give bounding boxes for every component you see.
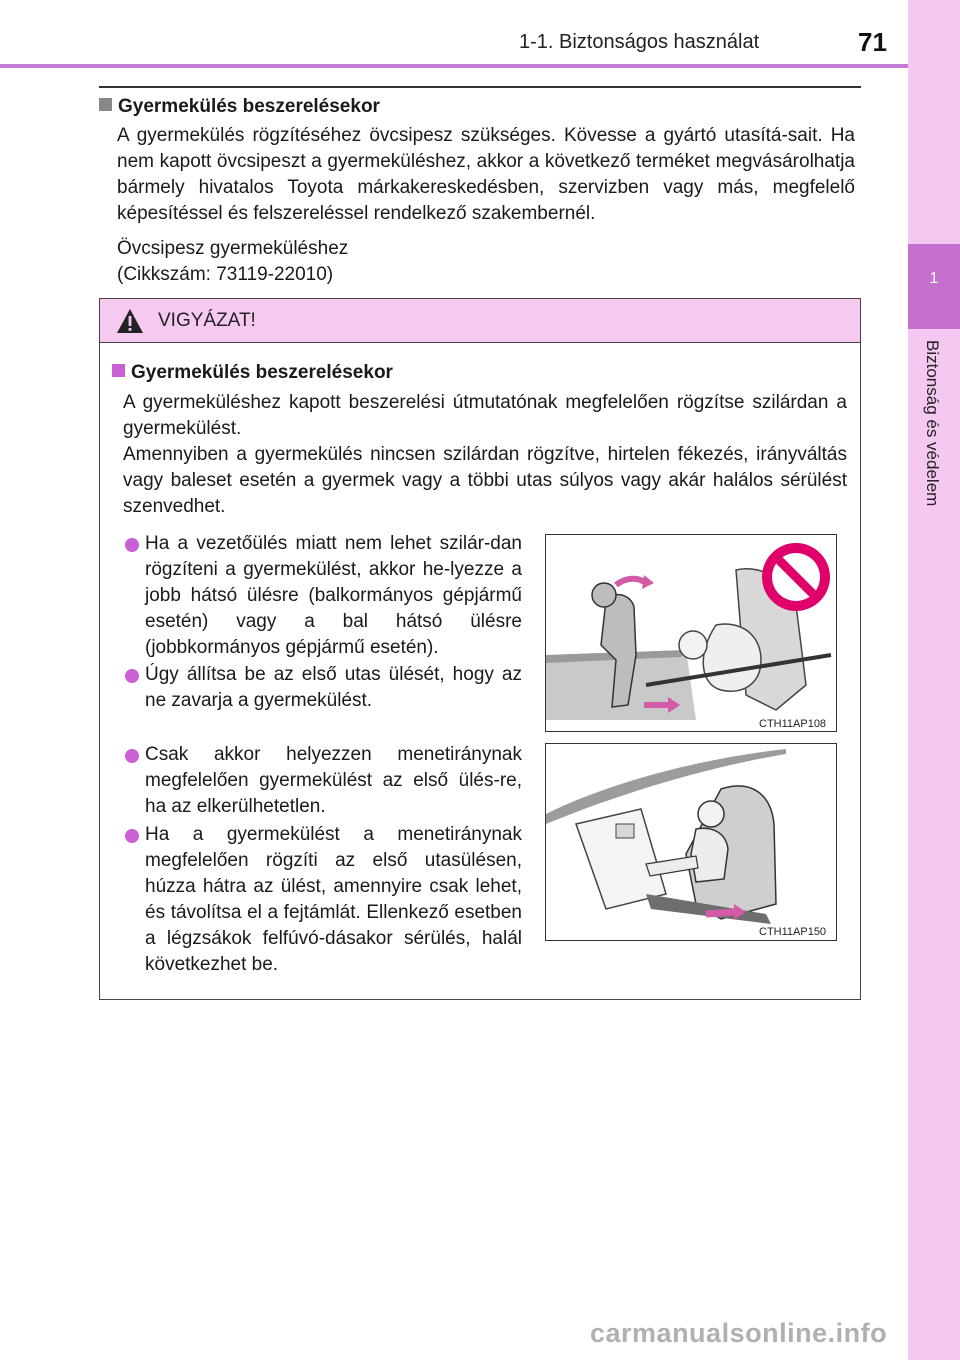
warning-paragraph-2: Amennyiben a gyermekülés nincsen szilárdan rögzítve, hirtelen fékezés, irányváltás vagy baleset esetén a gyermek vagy a többi utas súlyos vagy akár halálos sérülést szenvedhet.: [123, 444, 847, 517]
figure-2-code: CTH11AP150: [759, 926, 827, 938]
warning-bullet-4: Ha a gyermekülést a menetiránynak megfelelően rögzíti az első utasülésen, húzza hátra az ülést, amennyire csak lehet, és távolítsa el a fejtámlát. Ellenkező esetben a légzsákok felfúvó-dásakor sérülés, halál következhet be.: [145, 824, 522, 975]
bullet-dot-icon: [125, 829, 139, 843]
site-watermark: carmanualsonline.info: [590, 1318, 888, 1348]
section-divider: [99, 86, 861, 88]
warning-heading: [112, 362, 393, 384]
part-label: Övcsipesz gyermeküléshez: [117, 238, 349, 259]
heading-square-icon: [99, 98, 112, 111]
section-paragraph: A gyermekülés rögzítéséhez övcsipesz szükséges. Kövesse a gyártó utasítá-sait. Ha nem kapott övcsipeszt a gyermeküléshez, akkor a következő terméket megvásárolhatja bármely hivatalos Toyota márkakereskedésben, szervizben vagy más, megfelelő képesítéssel és felszereléssel rendelkező szakembernél.: [117, 125, 855, 224]
warning-bullet-3: Csak akkor helyezzen menetiránynak megfelelően gyermekülést az első ülés-re, ha az elkerülhetetlen.: [145, 744, 522, 817]
figure-rear-seat-illustration: [545, 534, 837, 732]
bullet-dot-icon: [125, 669, 139, 683]
bullet-dot-icon: [125, 749, 139, 763]
section-heading-text: Gyermekülés beszerelésekor: [118, 96, 380, 117]
part-number: (Cikkszám: 73119-22010): [117, 264, 334, 285]
heading-square-icon: [112, 364, 125, 377]
figure-1-code: CTH11AP108: [759, 718, 827, 730]
header-divider: [0, 64, 908, 68]
child-seat-front-passenger-illustration: [546, 744, 835, 939]
warning-bullet-1: Ha a vezetőülés miatt nem lehet szilár-dan rögzíteni a gyermekülést, akkor he-lyezze a jobb hátsó ülésre (balkormányos gépjármű esetén) vagy a bal hátsó ülésre (jobbkormányos gépjármű esetén).: [145, 533, 522, 658]
chapter-tab-strip: [908, 0, 960, 1360]
bullet-dot-icon: [125, 538, 139, 552]
warning-triangle-icon: [116, 308, 144, 334]
warning-bullet-2: Úgy állítsa be az első utas ülését, hogy az ne zavarja a gyermekülést.: [145, 664, 522, 711]
warning-paragraph-1: A gyermeküléshez kapott beszerelési útmutatónak megfelelően rögzítse szilárdan a gyermekülést.: [123, 392, 847, 439]
page-number: 71: [858, 27, 887, 57]
warning-header-text: VIGYÁZAT!: [158, 310, 256, 331]
chapter-tab-label: Biztonság és védelem: [923, 340, 942, 507]
figure-front-seat-illustration: [545, 743, 837, 941]
chapter-tab-number: 1: [929, 270, 939, 287]
running-header-section: 1-1. Biztonságos használat: [519, 31, 760, 53]
section-heading: [99, 96, 380, 118]
child-seat-front-warning-illustration: [546, 535, 835, 730]
warning-heading-text: Gyermekülés beszerelésekor: [131, 362, 393, 383]
